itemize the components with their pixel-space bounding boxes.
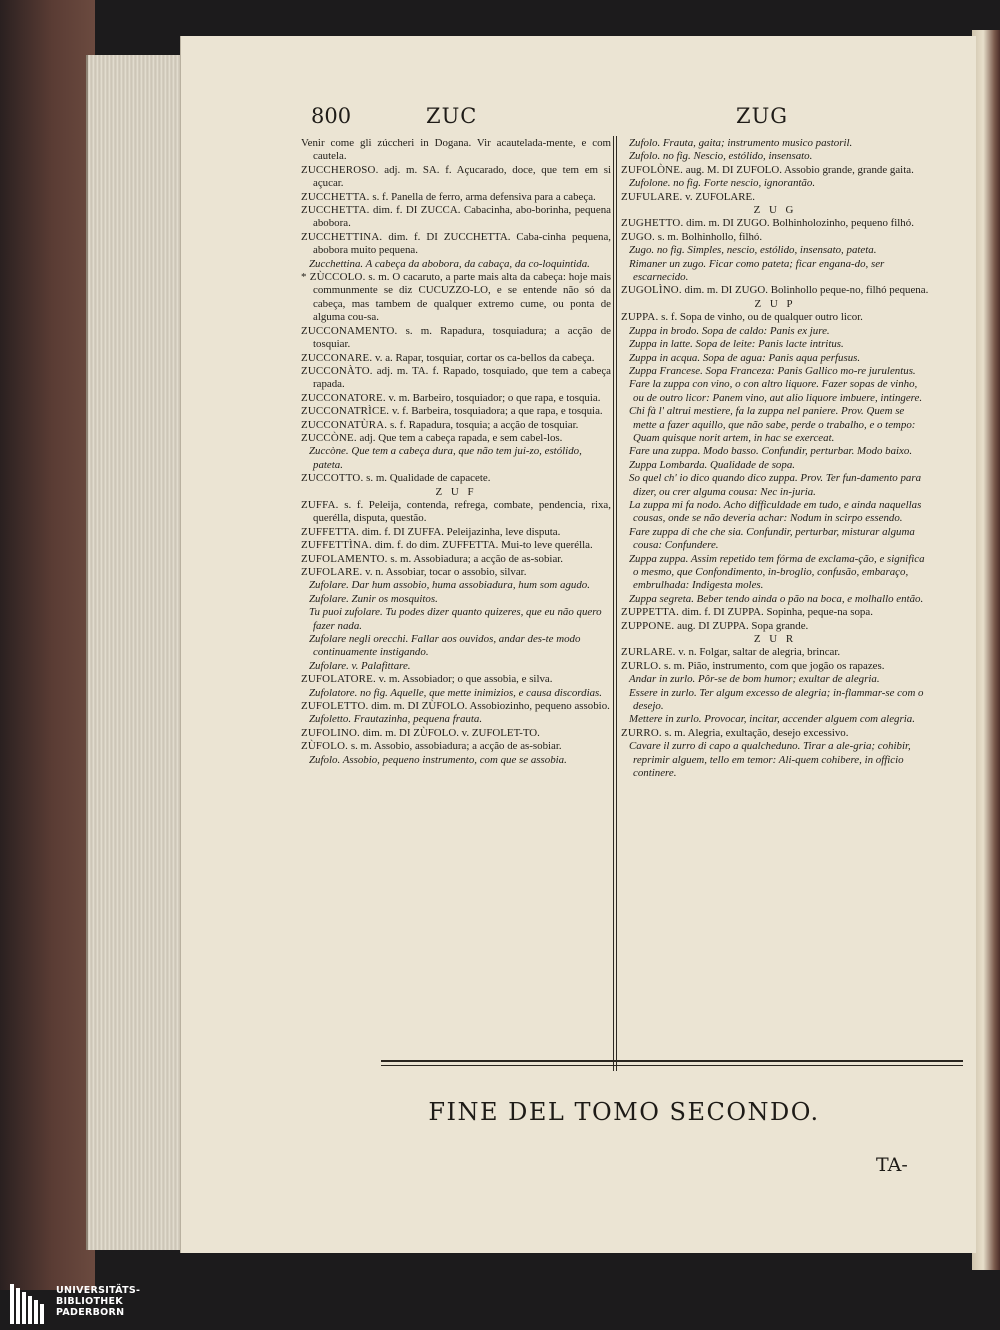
sub-entry-text: Rimaner un zugo. Ficar como pateta; ficar engana-do, ser escarnecido. <box>629 257 885 284</box>
sub-entry <box>621 740 929 780</box>
library-logo-icon <box>8 1282 50 1328</box>
definition: dim. f. DI ZUCCHETTA. Caba-cinha pequena, abobora muito pequena. <box>313 230 611 257</box>
sub-entry <box>621 338 929 351</box>
headword: ZÙFOLO. <box>301 740 349 753</box>
sub-entry <box>301 445 611 472</box>
headword: ZUCCHETTINA. <box>301 230 383 243</box>
definition: v. n. Folgar, saltar de alegria, brincar. <box>678 646 841 659</box>
sub-entry <box>301 713 611 726</box>
library-name-line: UNIVERSITÄTS- <box>56 1285 141 1296</box>
headword: ZURRO. <box>621 726 662 739</box>
sub-entry-text: Zufolone. no fig. Forte nescio, ignorantão. <box>629 177 816 190</box>
end-rule <box>381 1065 963 1066</box>
sub-entry <box>621 325 929 338</box>
definition: dim. f. DI ZUFFA. Peleijazinha, leve disputa. <box>361 525 561 538</box>
sub-entry-text: Fare una zuppa. Modo basso. Confundir, perturbar. Modo baixo. <box>629 445 913 458</box>
dictionary-entry <box>301 365 611 392</box>
sub-entry-text: Zufolo. Assobio, pequeno instrumento, com que se assobia. <box>309 753 567 766</box>
headword: ZUFOLINO. <box>301 726 360 739</box>
headword: ZUFULARE. <box>621 190 683 203</box>
sub-entry-text: Andar in zurlo. Pôr-se de bom humor; exultar de alegria. <box>629 673 880 686</box>
sub-entry <box>621 526 929 553</box>
dictionary-entry <box>301 499 611 526</box>
sub-entry-text: Zuppa zuppa. Assim repetido tem fórma de exclama-ção, e significa o mesmo, que Confondimento, in-broglio, confusão, embaraço, embrulhada: Indigesta moles. <box>629 552 925 592</box>
dictionary-entry <box>301 526 611 539</box>
page-edges <box>86 55 184 1250</box>
headword: ZUFOLETTO. <box>301 700 369 713</box>
dictionary-entry <box>301 472 611 485</box>
end-rule <box>381 1060 963 1062</box>
headword: ZUCCONATRÌCE. <box>301 405 390 418</box>
definition: v. m. Assobiador; o que assobia, e silva. <box>378 673 553 686</box>
definition: s. f. Panella de ferro, arma defensiva para a cabeça. <box>372 190 596 203</box>
sub-entry-text: Mettere in zurlo. Provocar, incitar, accender alguem com alegria. <box>629 713 915 726</box>
library-name-line: PADERBORN <box>56 1307 125 1318</box>
sub-entry-text: Zufolare. v. Palafittare. <box>309 659 411 672</box>
sub-entry-text: Zucchettina. A cabeça da abobora, da cabaça, da co-loquintida. <box>309 257 590 270</box>
sub-entry <box>621 137 929 150</box>
running-head-left: ZUC <box>426 104 478 128</box>
sub-entry-text: So quel ch' io dico quando dico zuppa. Prov. Ter fun-damento para dizer, ou crer alguma cousa: Nec in-juria. <box>629 472 922 498</box>
dictionary-entry <box>621 217 929 230</box>
definition: dim. f. DI ZUCCA. Cabacinha, abo-borinha, pequena abobora. <box>313 204 611 230</box>
definition: s. m. Alegria, exultação, desejo excessivo. <box>664 726 849 739</box>
definition: v. n. Assobiar, tocar o assobio, silvar. <box>365 566 527 578</box>
definition: dim. m. DI ZÙFOLO. v. ZUFOLET-TO. <box>362 726 540 739</box>
sub-entry-text: Zufolo. no fig. Nescio, estólido, insensato. <box>629 150 813 163</box>
section-heading: Z U G <box>753 204 797 217</box>
headword: ZUFFA. <box>301 498 339 511</box>
book-spine <box>0 0 95 1290</box>
headword: ZUCCONAMENTO. <box>301 324 398 337</box>
headword: ZUFFETTA. <box>301 525 360 538</box>
sub-entry <box>621 405 929 445</box>
sub-entry <box>621 352 929 365</box>
dictionary-entry <box>301 553 611 566</box>
sub-entry-text: Zufolo. Frauta, gaita; instrumento musico pastoril. <box>629 137 853 149</box>
sub-entry <box>621 459 929 472</box>
dictionary-entry <box>621 606 929 619</box>
dictionary-entry <box>301 271 611 325</box>
headword: ZUCCONARE. <box>301 351 373 364</box>
definition: v. ZUFOLARE. <box>685 190 755 203</box>
sub-entry <box>621 365 929 378</box>
section-heading: Z U P <box>754 297 796 310</box>
dictionary-entry <box>301 432 611 445</box>
sub-entry-text: Zufoletto. Frautazinha, pequena frauta. <box>309 713 483 726</box>
sub-entry-text: Zuppa segreta. Beber tendo ainda o pão na boca, e molhallo então. <box>629 592 924 605</box>
page-number: 800 <box>311 104 352 128</box>
sub-entry <box>301 258 611 271</box>
right-column <box>621 137 929 781</box>
headword: ZUFOLAMENTO. <box>301 552 388 565</box>
definition: dim. m. DI ZÙFOLO. Assobiozinho, pequeno assobio. <box>371 700 610 713</box>
headword: ZUPPONE. <box>621 619 675 632</box>
definition: dim. f. DI ZUPPA. Sopinha, peque-na sopa. <box>681 606 873 619</box>
headword: ZUCCHETTA. <box>301 204 370 217</box>
dictionary-entry <box>301 137 611 164</box>
dictionary-entry <box>621 620 929 633</box>
definition: adj. m. SA. f. Açucarado, doce, que tem em si açucar. <box>313 163 611 190</box>
sub-entry <box>621 472 929 499</box>
definition: dim. m. DI ZUGO. Bolhinholozinho, pequeno filhó. <box>686 217 914 230</box>
definition: s. m. Assobiadura; a acção de as-sobiar. <box>390 552 564 565</box>
sub-entry <box>621 713 929 726</box>
catchword: TA- <box>876 1154 908 1176</box>
dictionary-entry <box>621 660 929 673</box>
definition: adj. Que tem a cabeça rapada, e sem cabel-los. <box>359 431 563 444</box>
sub-entry <box>301 606 611 633</box>
sub-entry-text: Cavare il zurro di capo a qualcheduno. Tirar a ale-gria; cohibir, reprimir alguem, tello em temor: Ali-quem cohibere, in officio continere. <box>629 740 911 780</box>
dictionary-entry <box>301 673 611 686</box>
facing-page-edge <box>972 30 1000 1270</box>
definition: s. m. Assobio, assobiadura; a acção de as-sobiar. <box>350 740 562 753</box>
colophon: FINE DEL TOMO SECONDO. <box>428 1098 820 1126</box>
sub-entry <box>621 673 929 686</box>
definition: adj. m. TA. f. Rapado, tosquiado, que tem a cabeça rapada. <box>313 364 611 391</box>
sub-entry-text: Zuppa in brodo. Sopa de caldo: Panis ex jure. <box>629 324 830 337</box>
headword: ZUPPA. <box>621 311 659 324</box>
headword: ZUCCHETTA. <box>301 190 370 203</box>
dictionary-entry <box>301 164 611 191</box>
dictionary-entry <box>301 539 611 552</box>
sub-entry <box>621 593 929 606</box>
headword: ZURLO. <box>621 659 662 672</box>
book-page <box>180 36 976 1253</box>
dictionary-entry <box>301 405 611 418</box>
sub-entry-text: Zufolare negli orecchi. Fallar aos ouvidos, andar des-te modo continuamente instigando. <box>309 633 581 659</box>
dictionary-entry <box>621 191 929 204</box>
definition: s. m. Pião, instrumento, com que jogão os rapazes. <box>663 659 885 672</box>
sub-entry-text: Chi fà l' altrui mestiere, fa la zuppa nel paniere. Prov. Quem se mette a fazer aquillo, que não sabe, perde o trabalho, e o tempo: Quam quisque norit artem, in hac se exerceat. <box>629 405 916 444</box>
definition: s. m. Bolhinhollo, filhó. <box>657 230 763 243</box>
definition: v. m. Barbeiro, tosquiador; o que rapa, e tosquia. <box>388 391 601 404</box>
headword: ZUCCONATORE. <box>301 391 386 404</box>
sub-entry <box>301 579 611 592</box>
sub-entry <box>621 150 929 163</box>
sub-entry <box>301 593 611 606</box>
section-heading: Z U R <box>753 633 797 646</box>
sub-entry <box>301 633 611 660</box>
definition: dim. f. do dim. ZUFFETTA. Mui-to leve querélla. <box>374 539 593 552</box>
headword: ZUGO. <box>621 230 655 243</box>
library-name-line: BIBLIOTHEK <box>56 1296 123 1307</box>
sub-entry <box>301 754 611 767</box>
dictionary-entry <box>301 727 611 740</box>
library-logo <box>8 1282 208 1328</box>
sub-entry-text: Zuppa Francese. Sopa Franceza: Panis Gallico mo-re jurulentus. <box>629 364 916 377</box>
definition: s. f. Peleija, contenda, refrega, combate, pendencia, rixa, querélla, disputa, questão. <box>313 498 611 525</box>
sub-entry-text: Tu puoi zufolare. Tu podes dizer quanto quizeres, que eu não quero fazer nada. <box>309 606 602 632</box>
sub-entry <box>301 687 611 700</box>
sub-entry-text: Zugo. no fig. Simples, nescio, estólido, insensato, pateta. <box>629 244 877 257</box>
headword: ZUCCOTTO. <box>301 472 364 485</box>
definition: aug. DI ZUPPA. Sopa grande. <box>677 619 809 632</box>
headword: ZUGOLÌNO. <box>621 284 682 297</box>
left-column <box>301 137 611 767</box>
dictionary-entry <box>301 700 611 713</box>
sub-entry <box>621 177 929 190</box>
definition: s. m. Qualidade de capacete. <box>366 472 491 485</box>
sub-entry <box>621 244 929 257</box>
dictionary-entry <box>621 311 929 324</box>
sub-entry-text: La zuppa mi fa nodo. Acho difficuldade em tudo, e ainda naquellas cousas, onde se não deveria achar: Nodum in scirpo essendo. <box>629 498 922 525</box>
sub-entry-text: Zufolare. Dar hum assobio, huma assobiadura, hum som agudo. <box>309 579 590 592</box>
sub-entry-text: Zuppa in acqua. Sopa de agua: Panis aqua perfusus. <box>629 351 861 364</box>
dictionary-entry <box>301 191 611 204</box>
sub-entry-text: Fare zuppa di che che sia. Confundir, perturbar, misturar alguma cousa: Confundere. <box>629 525 915 552</box>
dictionary-entry <box>301 352 611 365</box>
sub-entry <box>621 445 929 458</box>
definition: Venir come gli zúccheri in Dogana. Vir acautelada-mente, e com cautela. <box>301 137 611 163</box>
sub-entry <box>621 378 929 405</box>
sub-entry-text: Fare la zuppa con vino, o con altro liquore. Fazer sopas de vinho, ou de outro licor: Panem vino, aut alio liquore imbuere, intingere. <box>629 378 923 404</box>
definition: v. a. Rapar, tosquiar, cortar os ca-bellos da cabeça. <box>375 351 595 364</box>
headword: ZUFOLATORE. <box>301 673 376 686</box>
dictionary-entry <box>301 204 611 231</box>
sub-entry <box>621 499 929 526</box>
dictionary-entry <box>621 284 929 297</box>
headword: ZUCCONATÙRA. <box>301 418 388 431</box>
sub-entry-text: Zufolatore. no fig. Aquelle, que mette inimizios, e causa discordias. <box>309 686 603 699</box>
definition: dim. m. DI ZUGO. Bolinhollo peque-no, filhó pequena. <box>684 284 929 297</box>
headword: ZUFFETTÌNA. <box>301 539 372 552</box>
sub-entry-text: Zuppa Lombarda. Qualidade de sopa. <box>629 458 795 471</box>
headword: ZURLARE. <box>621 646 676 659</box>
dictionary-entry <box>301 419 611 432</box>
headword: ZUPPETTA. <box>621 606 680 619</box>
definition: s. m. Rapadura, tosquiadura; a acção de tosquiar. <box>313 324 611 351</box>
column-rule <box>613 136 614 1071</box>
sub-entry-text: Zufolare. Zunir os mosquitos. <box>309 592 438 605</box>
dictionary-entry <box>301 231 611 258</box>
dictionary-entry <box>301 325 611 352</box>
dictionary-entry <box>621 231 929 244</box>
sub-entry-text: Zuppa in latte. Sopa de leite: Panis lacte intritus. <box>629 338 844 351</box>
dictionary-entry <box>301 392 611 405</box>
definition: v. f. Barbeira, tosquiadora; a que rapa, e tosquia. <box>391 405 603 418</box>
running-head-right: ZUG <box>736 104 789 128</box>
sub-entry <box>301 660 611 673</box>
definition: s. f. Sopa de vinho, ou de qualquer outro licor. <box>661 311 863 324</box>
sub-entry <box>621 553 929 593</box>
library-name <box>56 1285 140 1318</box>
sub-entry <box>621 258 929 285</box>
headword: ZUFOLARE. <box>301 566 363 578</box>
definition: s. m. O cacaruto, a parte mais alta da cabeça: hoje mais communmente se diz CUCUZZO-LO, e se entende não só da cabeça, mas tambem de qualquer extremo cume, ou ponta de alguma cou-sa. <box>313 271 611 324</box>
dictionary-entry <box>621 727 929 740</box>
dictionary-entry <box>301 740 611 753</box>
headword: ZUFOLÒNE. <box>621 163 683 176</box>
definition: aug. M. DI ZUFOLO. Assobio grande, grande gaita. <box>685 163 914 176</box>
dictionary-entry <box>621 164 929 177</box>
sub-entry-text: Essere in zurlo. Ter algum excesso de alegria; in-flammar-se com o desejo. <box>629 686 924 713</box>
section-heading: Z U F <box>435 485 477 498</box>
column-rule <box>616 136 617 1071</box>
dictionary-entry <box>301 566 611 579</box>
dictionary-entry <box>621 646 929 659</box>
headword: ZUCCONÀTO. <box>301 364 373 377</box>
headword: * ZÙCCOLO. <box>301 271 366 284</box>
sub-entry-text: Zuccòne. Que tem a cabeça dura, que não tem jui-zo, estólido, pateta. <box>309 445 582 471</box>
headword: ZUGHETTO. <box>621 217 684 230</box>
sub-entry <box>621 687 929 714</box>
headword: ZUCCHEROSO. <box>301 163 379 176</box>
definition: s. f. Rapadura, tosquia; a acção de tosquiar. <box>389 418 579 431</box>
headword: ZUCCÒNE. <box>301 431 357 444</box>
